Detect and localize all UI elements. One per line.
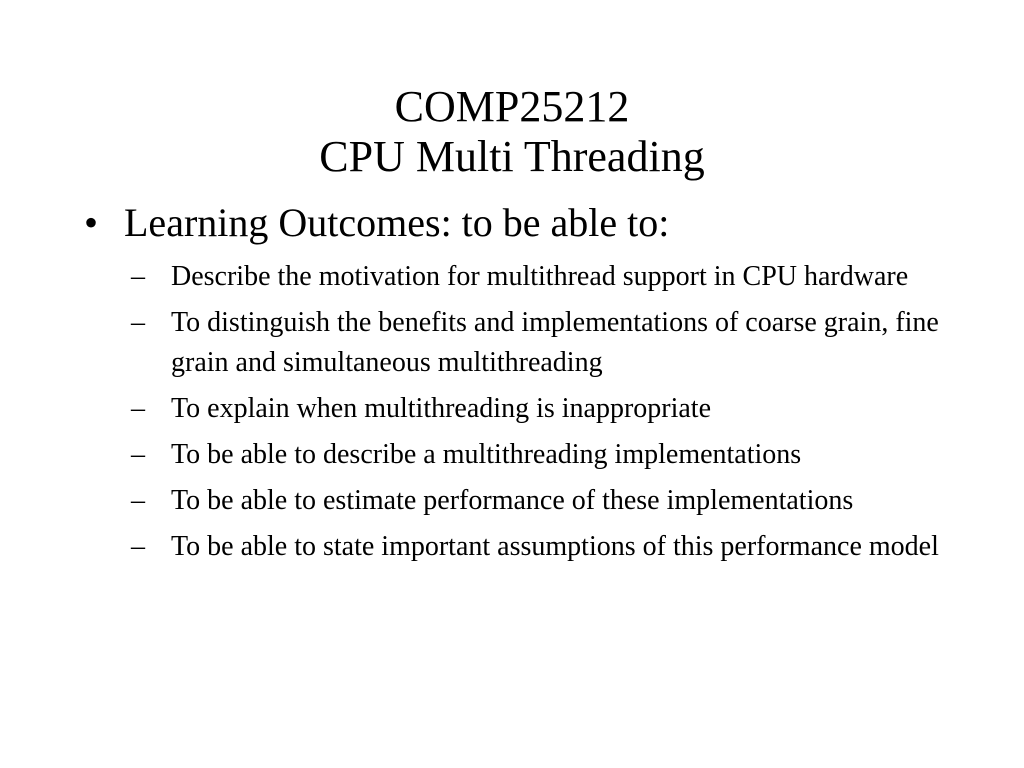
list-item	[131, 303, 951, 383]
list-item-text: To explain when multithreading is inappropriate	[171, 393, 712, 424]
dash-marker: –	[131, 485, 145, 516]
slide-title	[0, 82, 1024, 182]
list-item-text: To be able to describe a multithreading implementations	[171, 439, 802, 470]
title-line-course-code: COMP25212	[394, 82, 630, 131]
list-item	[131, 481, 951, 521]
list-item-text: Describe the motivation for multithread support in CPU hardware	[171, 261, 909, 292]
bullet-marker: •	[84, 200, 99, 245]
dash-marker: –	[131, 439, 145, 470]
dash-marker: –	[131, 261, 145, 292]
list-item-text: To be able to estimate performance of these implementations	[171, 485, 854, 516]
main-bullet-text: Learning Outcomes: to be able to:	[124, 200, 670, 245]
list-item	[131, 527, 951, 567]
dash-marker: –	[131, 393, 145, 424]
learning-outcomes-list	[131, 257, 951, 573]
list-item-text: To be able to state important assumptions of this performance model	[171, 531, 939, 562]
list-item	[131, 389, 951, 429]
title-line-topic: CPU Multi Threading	[319, 132, 705, 181]
dash-marker: –	[131, 307, 145, 338]
list-item	[131, 257, 951, 297]
list-item-text: To distinguish the benefits and implementations of coarse grain, fine grain and simultaneous multithreading	[171, 307, 939, 378]
main-bullet	[84, 197, 984, 249]
dash-marker: –	[131, 531, 145, 562]
list-item	[131, 435, 951, 475]
